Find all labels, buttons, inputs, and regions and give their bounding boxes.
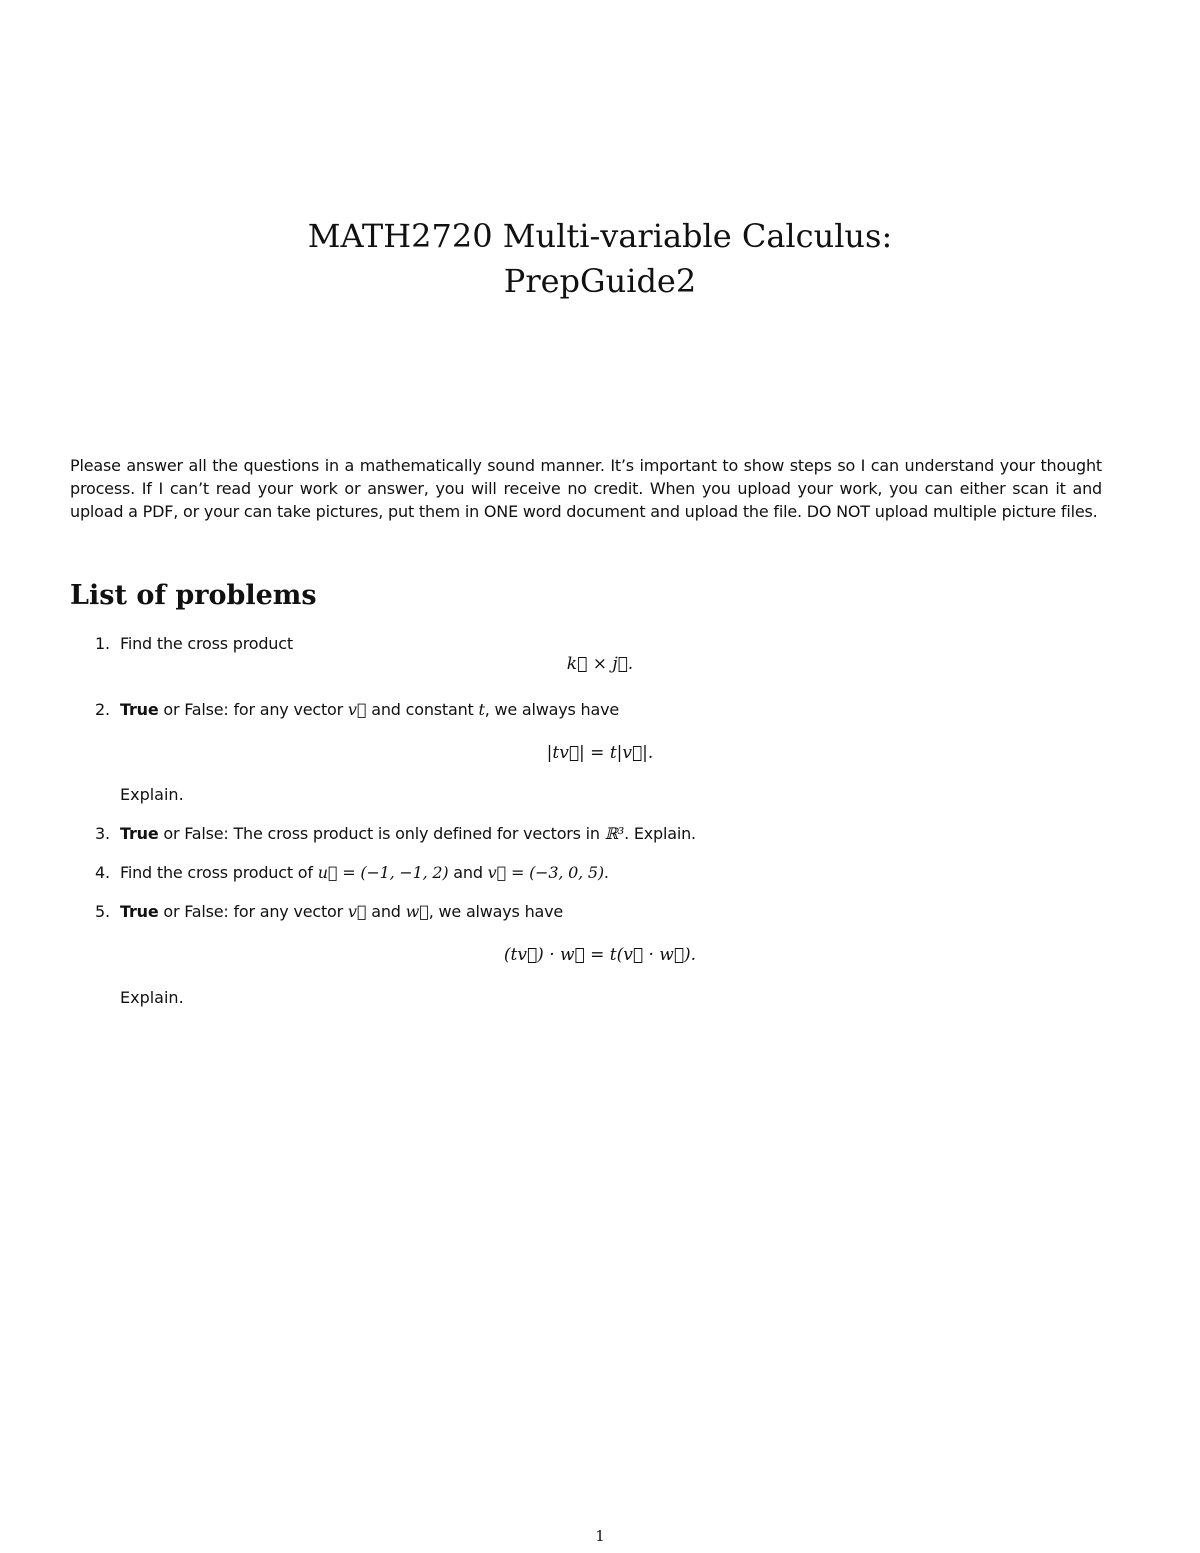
vector-u-definition: u⃗ = (−1, −1, 2) — [317, 863, 449, 882]
problem-5-explain: Explain. — [120, 988, 184, 1007]
problem-number: 3. — [95, 824, 110, 843]
problem-text: , we always have — [428, 902, 564, 921]
page-number: 1 — [595, 1527, 605, 1545]
problem-2 — [95, 699, 619, 721]
problem-2-equation: |tv⃗| = t|v⃗|. — [546, 743, 654, 763]
problem-5 — [95, 901, 563, 923]
instructions-paragraph: Please answer all the questions in a mathematically sound manner. It’s important to show steps so I can understand your thought process. If I can’t read your work or answer, you will receive no credit. When you upload your work, you can either scan it and upload a PDF, or your can take pictures, put them in ONE word document and upload the file. DO NOT upload multiple picture files. — [70, 456, 1102, 522]
problem-5-equation: (tv⃗) · w⃗ = t(v⃗ · w⃗). — [503, 945, 697, 965]
vector-w: w⃗ — [405, 902, 429, 921]
problem-number: 2. — [95, 700, 110, 719]
problem-text: and constant — [366, 700, 479, 719]
problem-number: 1. — [95, 634, 110, 653]
variable-t: t — [478, 700, 485, 719]
true-keyword: True — [120, 824, 159, 843]
problem-number: 5. — [95, 902, 110, 921]
space-r3: ℝ³ — [604, 824, 625, 843]
problem-number: 4. — [95, 863, 110, 882]
problem-text: or False: The cross product is only defined for vectors in — [158, 824, 605, 843]
document-title: MATH2720 Multi-variable Calculus: — [307, 217, 893, 255]
problem-text: and — [448, 863, 488, 882]
problem-text: . — [603, 863, 609, 882]
problem-text: Find the cross product of — [120, 863, 318, 882]
problem-text: . Explain. — [624, 824, 696, 843]
problem-4 — [95, 862, 609, 884]
true-keyword: True — [120, 902, 159, 921]
document-subtitle: PrepGuide2 — [503, 262, 697, 300]
true-keyword: True — [120, 700, 159, 719]
problem-text: and — [366, 902, 406, 921]
problem-text: or False: for any vector — [158, 902, 348, 921]
problem-text: or False: for any vector — [158, 700, 348, 719]
vector-v: v⃗ — [347, 700, 367, 719]
vector-v: v⃗ — [347, 902, 367, 921]
problem-2-explain: Explain. — [120, 785, 184, 804]
problem-3 — [95, 823, 696, 845]
section-heading: List of problems — [70, 580, 317, 611]
vector-v-definition: v⃗ = (−3, 0, 5) — [487, 863, 604, 882]
problem-1-equation: k⃗ × j⃗. — [566, 654, 634, 674]
problem-text: , we always have — [484, 700, 619, 719]
problem-text: Find the cross product — [120, 634, 293, 653]
